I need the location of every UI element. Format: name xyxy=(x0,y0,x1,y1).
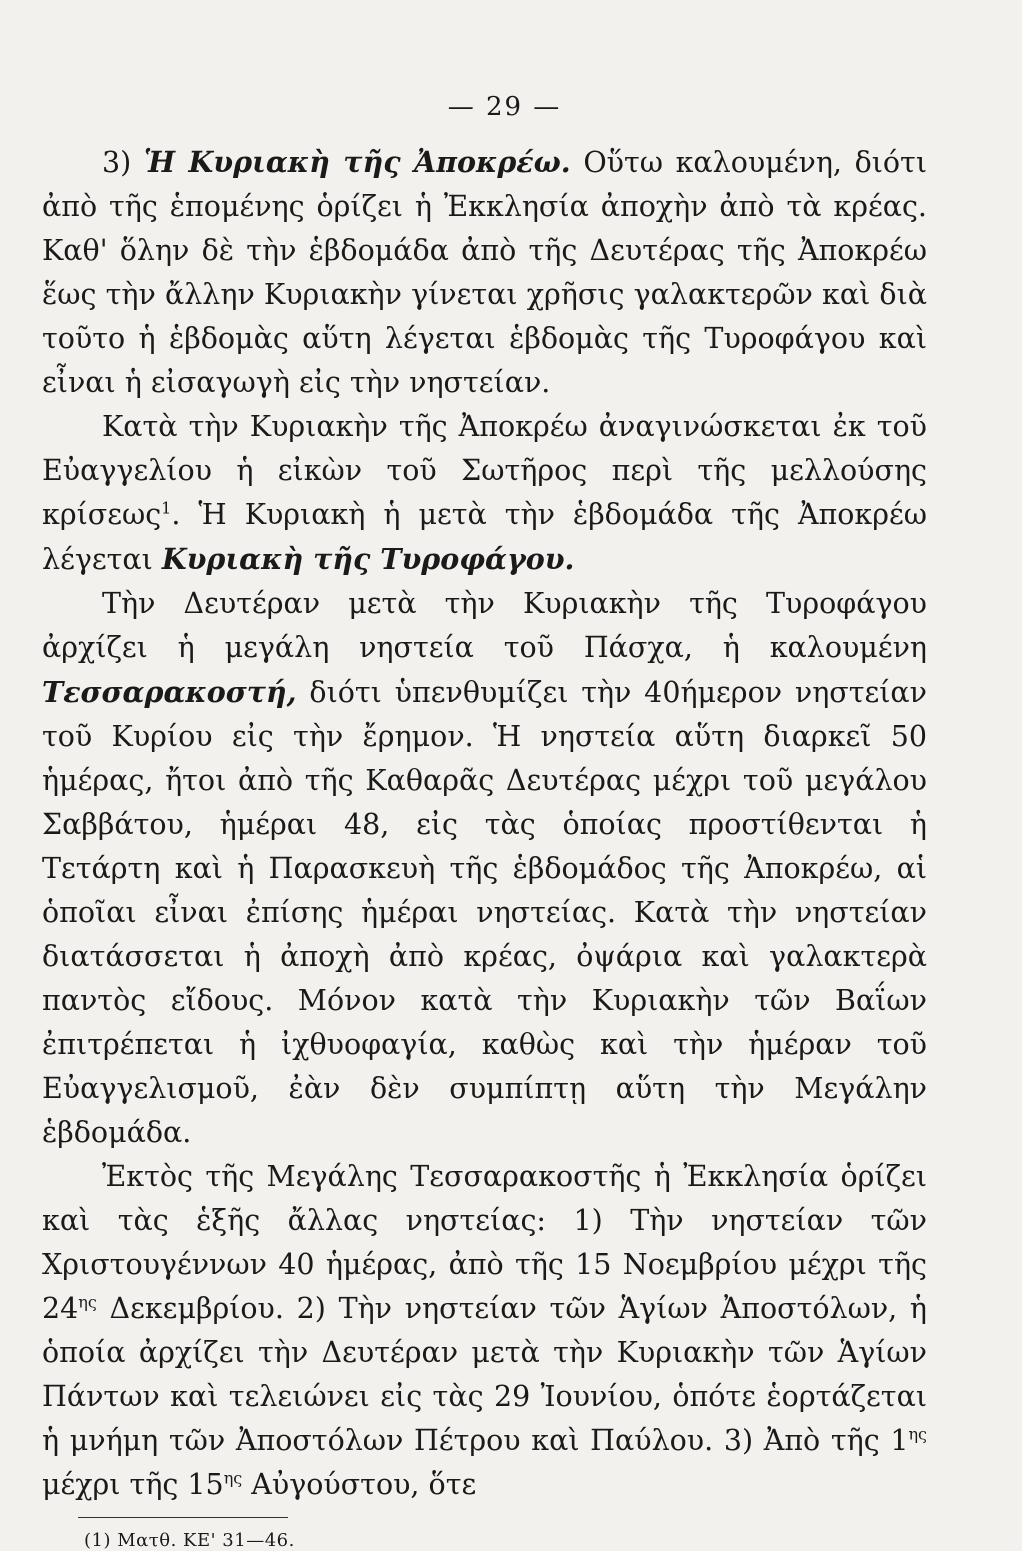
paragraph-text: μέχρι τῆς 15 xyxy=(42,1468,224,1501)
emphasis-term: Τεσσαρακοστή, xyxy=(42,675,297,709)
page-number: — 29 — xyxy=(447,92,562,122)
emphasis-term: Κυριακὴ τῆς Τυροφάγου. xyxy=(161,542,575,576)
paragraph-text: Κατὰ τὴν Κυριακὴν τῆς Ἀποκρέω ἀναγινώσκεται ἐκ τοῦ Εὐαγγελίου ἡ εἰκὼν τοῦ Σωτῆρος περὶ τῆς μελλούσης κρίσεως xyxy=(42,410,927,531)
ordinal-suffix: ης xyxy=(908,1424,927,1444)
ordinal-suffix: ης xyxy=(223,1468,243,1488)
paragraph-text: Οὕτω καλουμένη, διότι ἀπὸ τῆς ἑπομένης ὁρίζει ἡ Ἐκκλησία ἀποχὴν ἀπὸ τὰ κρέας. Καθ' ὅλην δὲ τὴν ἑβδομάδα ἀπὸ τῆς Δευτέρας τῆς Ἀποκρέω ἕως τὴν ἄλλην Κυριακὴν γίνεται χρῆσις γαλακτερῶν καὶ διὰ τοῦτο ἡ ἑβδομὰς αὕτη λέγεται ἑβδομὰς τῆς Τυροφάγου καὶ εἶναι ἡ εἰσαγωγὴ εἰς τὴν νηστείαν. xyxy=(42,146,928,399)
paragraph-text: Δεκεμβρίου. 2) Τὴν νηστείαν τῶν Ἁγίων Ἀποστόλων, ἡ ὁποία ἀρχίζει τὴν Δευτέραν μετὰ τὴν Κυριακὴν τῶν Ἁγίων Πάντων καὶ τελειώνει εἰς τὰς 29 Ἰουνίου, ὁπότε ἑορτάζεται ἡ μνήμη τῶν Ἀποστόλων Πέτρου καὶ Παύλου. 3) Ἀπὸ τῆς 1 xyxy=(42,1292,927,1457)
paragraph-text: . Ἡ Κυριακὴ ἡ μετὰ τὴν ἑβδομάδα τῆς Ἀποκρέω λέγεται xyxy=(42,498,927,576)
section-heading: Ἡ Κυριακὴ τῆς Ἀποκρέω. xyxy=(143,145,571,179)
ordinal-suffix: ης xyxy=(78,1292,97,1312)
paragraph-gospel xyxy=(42,405,927,582)
paragraph-text: Αὐγούστου, ὅτε xyxy=(242,1468,477,1501)
paragraph-lent xyxy=(42,582,927,1155)
footnote-divider xyxy=(78,1517,288,1518)
paragraph-text: Τὴν Δευτέραν μετὰ τὴν Κυριακὴν τῆς Τυροφάγου ἀρχίζει ἡ μεγάλη νηστεία τοῦ Πάσχα, ἡ καλουμένη xyxy=(42,587,927,664)
paragraph-text: Ἐκτὸς τῆς Μεγάλης Τεσσαρακοστῆς ἡ Ἐκκλησία ὁρίζει καὶ τὰς ἑξῆς ἄλλας νηστείας: 1) Τὴν νηστείαν τῶν Χριστουγέννων 40 ἡμέρας, ἀπὸ τῆς 15 Νοεμβρίου μέχρι τῆς 24 xyxy=(42,1160,927,1325)
footnote-reference: 1 xyxy=(161,498,172,518)
paragraph-other-fasts xyxy=(42,1155,927,1507)
footnote: (1) Ματθ. ΚΕ' 31—46. xyxy=(84,1530,295,1551)
paragraph-text: διότι ὑπενθυμίζει τὴν 40ήμερον νηστείαν τοῦ Κυρίου εἰς τὴν ἔρημον. Ἡ νηστεία αὕτη διαρκεῖ 50 ἡμέρας, ἤτοι ἀπὸ τῆς Καθαρᾶς Δευτέρας μέχρι τοῦ μεγάλου Σαββάτου, ἡμέραι 48, εἰς τὰς ὁποίας προστίθενται ἡ Τετάρτη καὶ ἡ Παρασκευὴ τῆς ἑβδομάδος τῆς Ἀποκρέω, αἱ ὁποῖαι εἶναι ἐπίσης ἡμέραι νηστείας. Κατὰ τὴν νηστείαν διατάσσεται ἡ ἀποχὴ ἀπὸ κρέας, ὀψάρια καὶ γαλακτερὰ παντὸς εἴδους. Μόνον κατὰ τὴν Κυριακὴν τῶν Βαΐων ἐπιτρέπεται ἡ ἰχθυοφαγία, καθὼς καὶ τὴν ἡμέραν τοῦ Εὐαγγελισμοῦ, ἐὰν δὲν συμπίπτῃ αὕτη τὴν Μεγάλην ἑβδομάδα. xyxy=(42,676,927,1149)
section-number: 3) xyxy=(102,146,132,179)
paragraph-apokreo xyxy=(42,140,927,405)
